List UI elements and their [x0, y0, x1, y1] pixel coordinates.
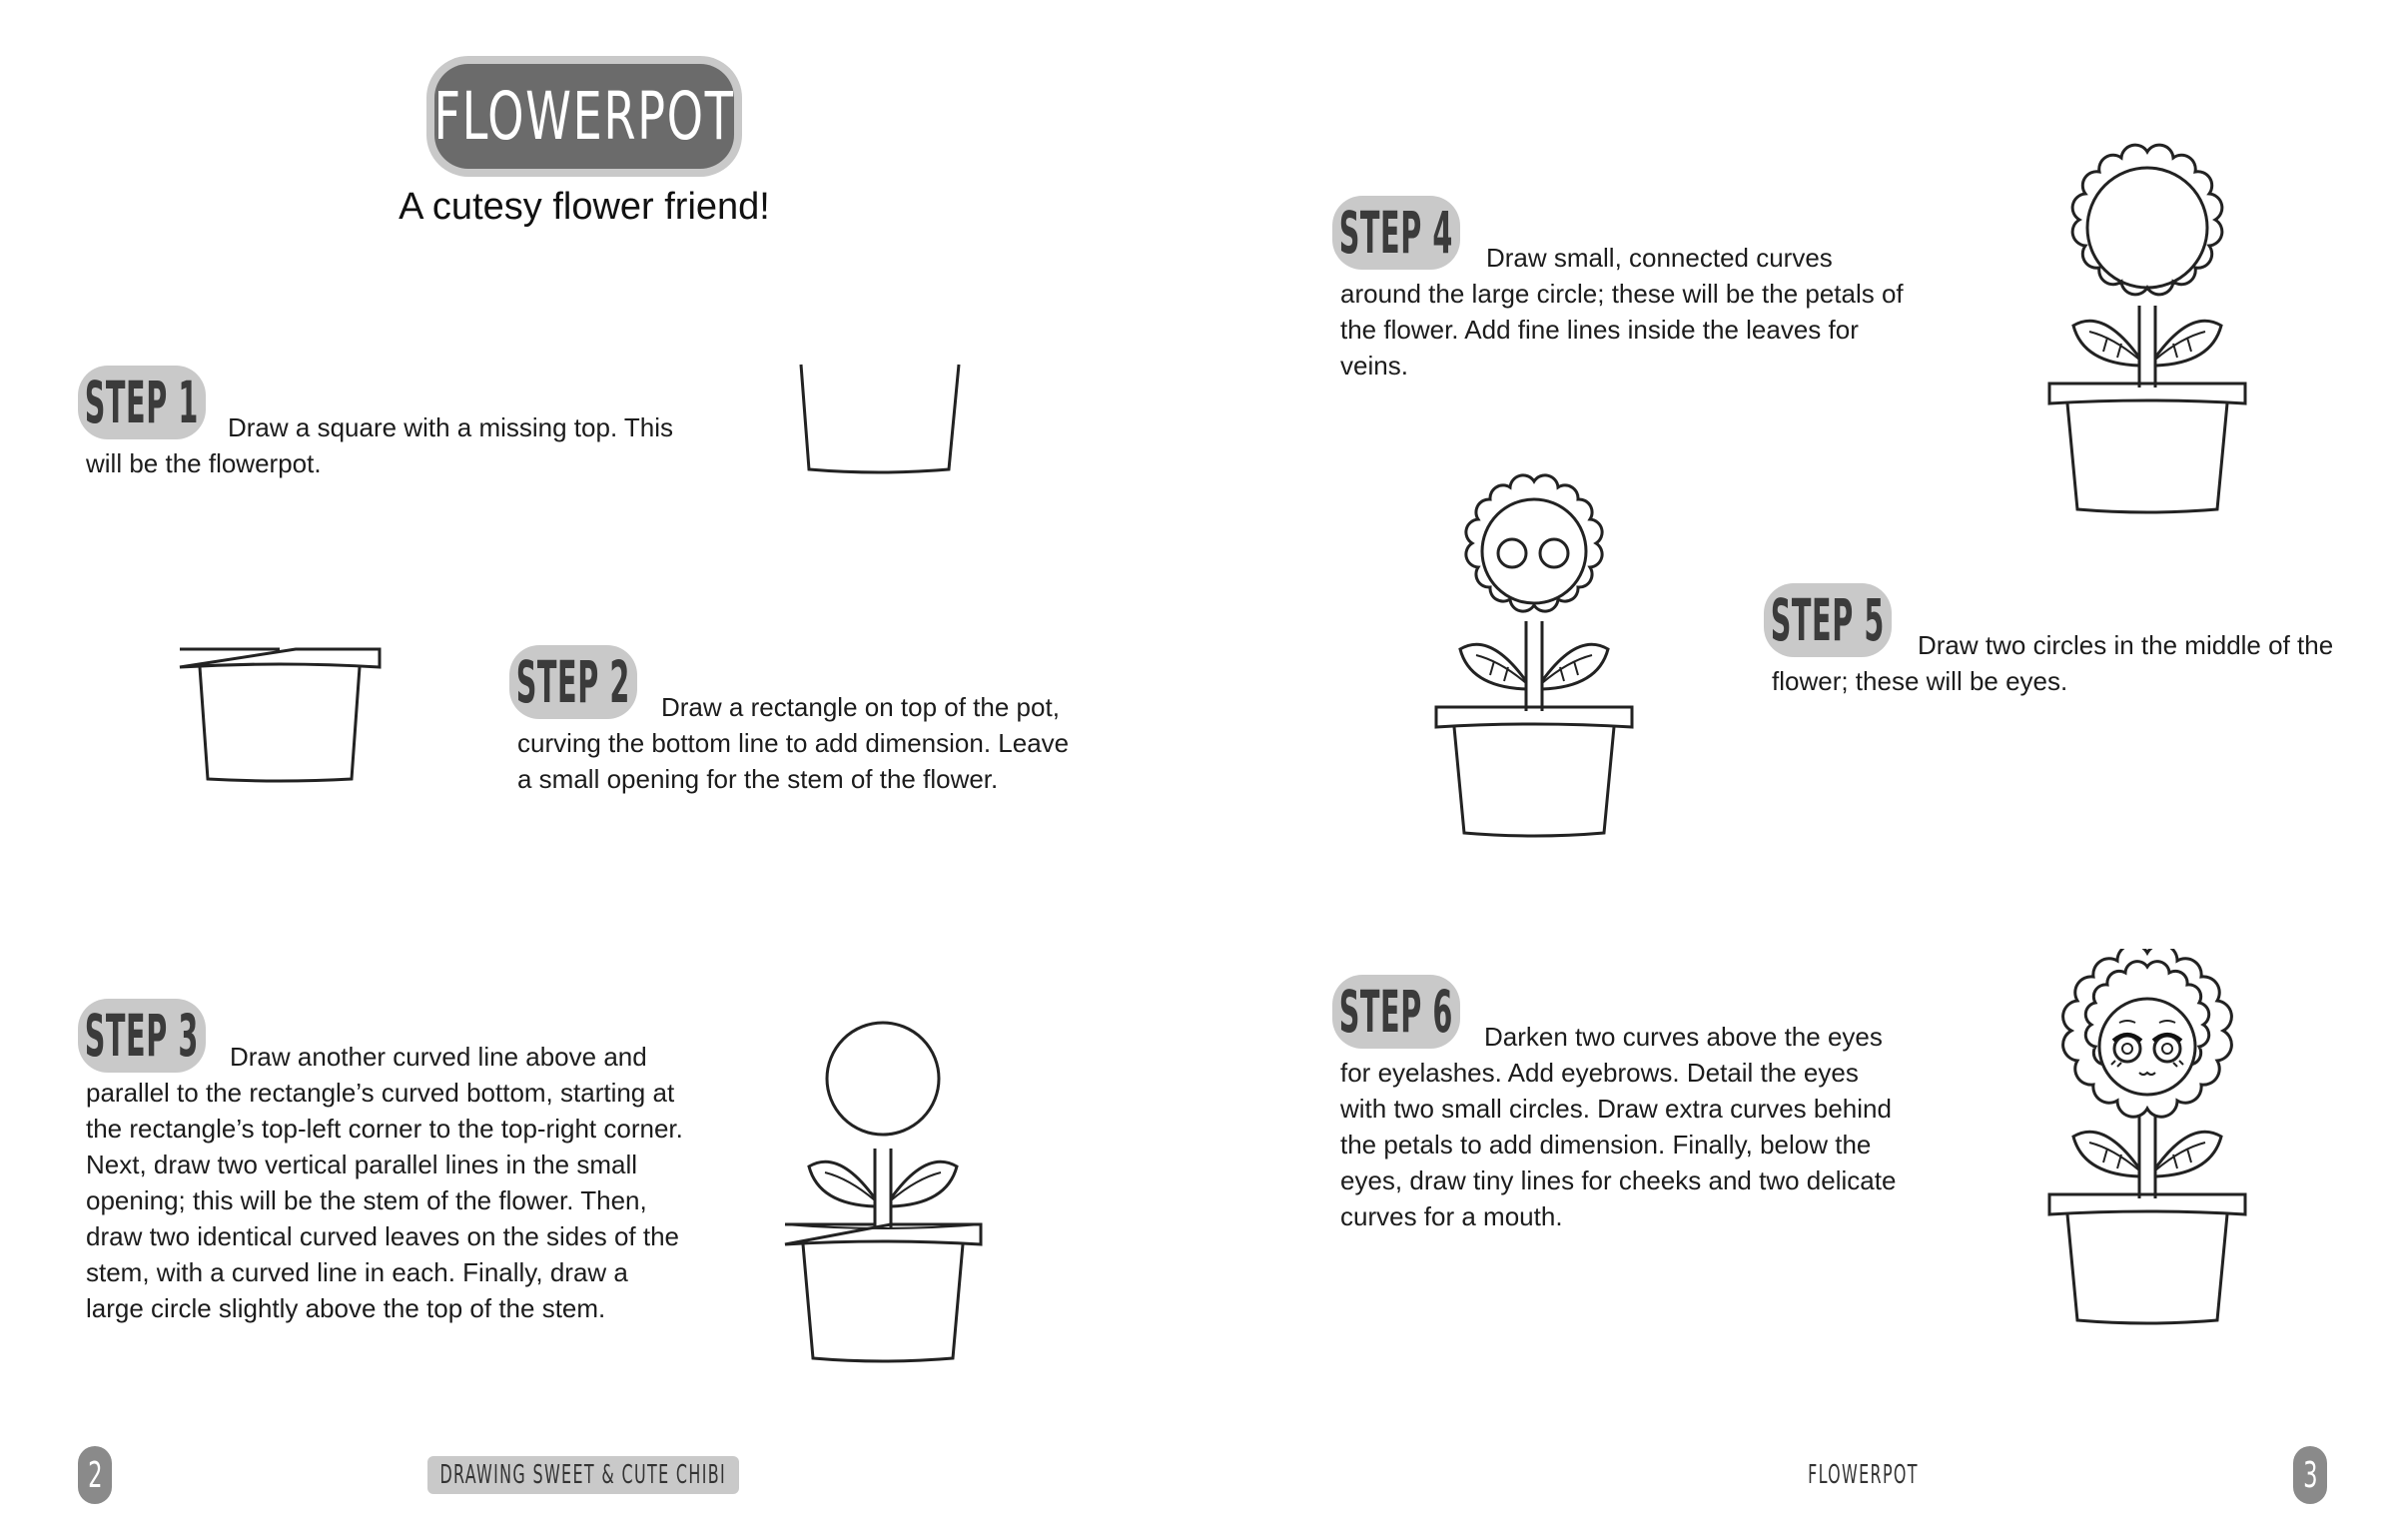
step-4-label: STEP 4 — [1338, 199, 1454, 267]
step-1-label: STEP 1 — [84, 369, 200, 436]
page-title: FLOWERPOT — [433, 78, 735, 155]
step-6-text: Darken two curves above the eyes for eyelashes. Add eyebrows. Detail the eyes with two small circles. Draw extra curves behind the petals to add dimension. Finally, below the eyes, draw tiny lines for cheeks and two delicate curves for a mouth. — [1340, 1022, 1897, 1231]
left-running-head: DRAWING SWEET & CUTE CHIBI — [427, 1456, 739, 1494]
right-running-head: FLOWERPOT — [1807, 1460, 1919, 1490]
step-3-drawing — [779, 1019, 999, 1368]
step-2-text: Draw a rectangle on top of the pot, curving the bottom line to add dimension. Leave a small opening for the stem of the flower. — [517, 692, 1070, 794]
step-2-drawing — [170, 639, 390, 789]
step-2-label: STEP 2 — [515, 648, 631, 716]
step-4-drawing — [2037, 138, 2267, 517]
step-6-label: STEP 6 — [1338, 978, 1454, 1046]
step-3-text: Draw another curved line above and parallel to the rectangle’s curved bottom, starting at the rectangle’s top-left corner to the top-right corner. Next, draw two vertical parallel lines in the small opening; this will be the stem of the flower. Then, draw two identical curved leaves on the sides of the stem, with a curved line in each. Finally, draw a large circle slightly above the top of the stem. — [86, 1042, 683, 1323]
right-page-number: 3 — [2293, 1446, 2327, 1504]
step-3-label: STEP 3 — [84, 1002, 200, 1070]
step-5-text: Draw two circles in the middle of the flower; these will be eyes. — [1772, 630, 2334, 696]
title-banner — [434, 64, 734, 169]
left-page-number: 2 — [78, 1446, 112, 1504]
page-subtitle: A cutesy flower friend! — [399, 186, 770, 228]
step-6-drawing — [2037, 949, 2267, 1328]
step-5-label: STEP 5 — [1770, 586, 1886, 654]
step-5-drawing — [1424, 461, 1654, 841]
right-page — [1198, 0, 2396, 1540]
step-1-text: Draw a square with a missing top. This will be the flowerpot. — [86, 412, 674, 478]
step-1-drawing — [789, 360, 969, 479]
step-4-text: Draw small, connected curves around the large circle; these will be the petals of the flower. Add fine lines inside the leaves for veins. — [1340, 243, 1904, 381]
